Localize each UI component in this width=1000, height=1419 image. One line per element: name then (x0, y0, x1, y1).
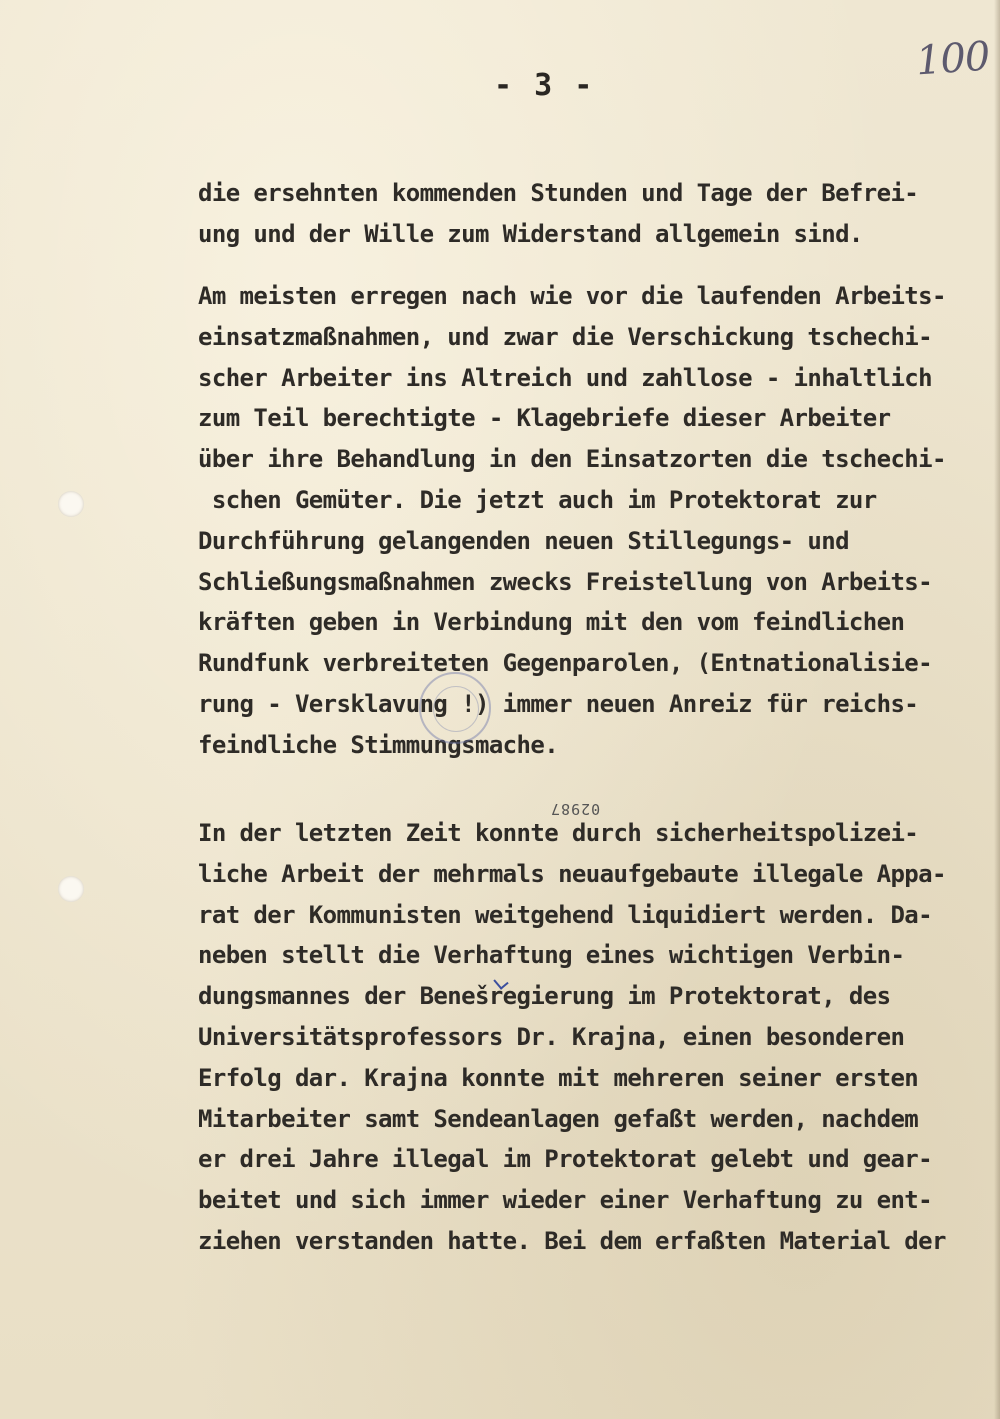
text-line: ung und der Wille zum Widerstand allgemein sind. (198, 219, 863, 248)
paragraph-3 (198, 813, 978, 1262)
text-line: dungsmannes der Benešregierung im Protektorat, des (198, 982, 891, 1011)
text-line: Mitarbeiter samt Sendeanlagen gefaßt werden, nachdem (198, 1104, 919, 1133)
text-line: In der letzten Zeit konnte durch sicherheitspolizei- (198, 819, 919, 847)
text-line: zum Teil berechtigte - Klagebriefe dieser Arbeiter (198, 404, 891, 433)
text-line: schen Gemüter. Die jetzt auch im Protektorat zur (198, 485, 877, 514)
reference-number: 02987 (550, 800, 601, 818)
page-edge-shadow (994, 0, 1000, 1419)
text-line: Erfolg dar. Krajna konnte mit mehreren seiner ersten (198, 1063, 919, 1092)
paragraph-2 (198, 276, 978, 766)
text-line: kräften geben in Verbindung mit den vom feindlichen (198, 608, 905, 637)
text-line: er drei Jahre illegal im Protektorat gelebt und gear- (198, 1145, 933, 1174)
punch-hole (58, 491, 84, 517)
text-line: neben stellt die Verhaftung eines wichtigen Verbin- (198, 941, 905, 970)
text-line: Universitätsprofessors Dr. Krajna, einen besonderen (198, 1022, 905, 1051)
text-line: scher Arbeiter ins Altreich und zahllose - inhaltlich (198, 363, 933, 392)
text-line: Am meisten erregen nach wie vor die laufenden Arbeits- (198, 282, 946, 310)
text-line: Rundfunk verbreiteten Gegenparolen, (Entnationalisie- (198, 649, 933, 678)
text-line: rung - Versklavung !) immer neuen Anreiz für reichs- (198, 689, 919, 718)
text-line: Schließungsmaßnahmen zwecks Freistellung von Arbeits- (198, 567, 933, 596)
text-line: die ersehnten kommenden Stunden und Tage der Befrei- (198, 179, 919, 207)
text-line: liche Arbeit der mehrmals neuaufgebaute illegale Appa- (198, 859, 946, 888)
text-line: rat der Kommunisten weitgehend liquidiert werden. Da- (198, 900, 933, 929)
text-line: über ihre Behandlung in den Einsatzorten die tschechi- (198, 445, 946, 474)
archive-stamp (419, 672, 491, 744)
text-line: feindliche Stimmungsmache. (198, 730, 559, 759)
punch-hole (58, 876, 84, 902)
page-number: - 3 - (494, 68, 595, 103)
text-line: einsatzmaßnahmen, und zwar die Verschickung tschechi- (198, 322, 933, 351)
paragraph-1 (198, 173, 978, 255)
handwritten-folio-number: 100 (914, 33, 991, 85)
text-line: Durchführung gelangenden neuen Stillegungs- und (198, 526, 849, 555)
text-line: beitet und sich immer wieder einer Verhaftung zu ent- (198, 1186, 933, 1215)
text-line: ziehen verstanden hatte. Bei dem erfaßten Material der (198, 1226, 946, 1255)
